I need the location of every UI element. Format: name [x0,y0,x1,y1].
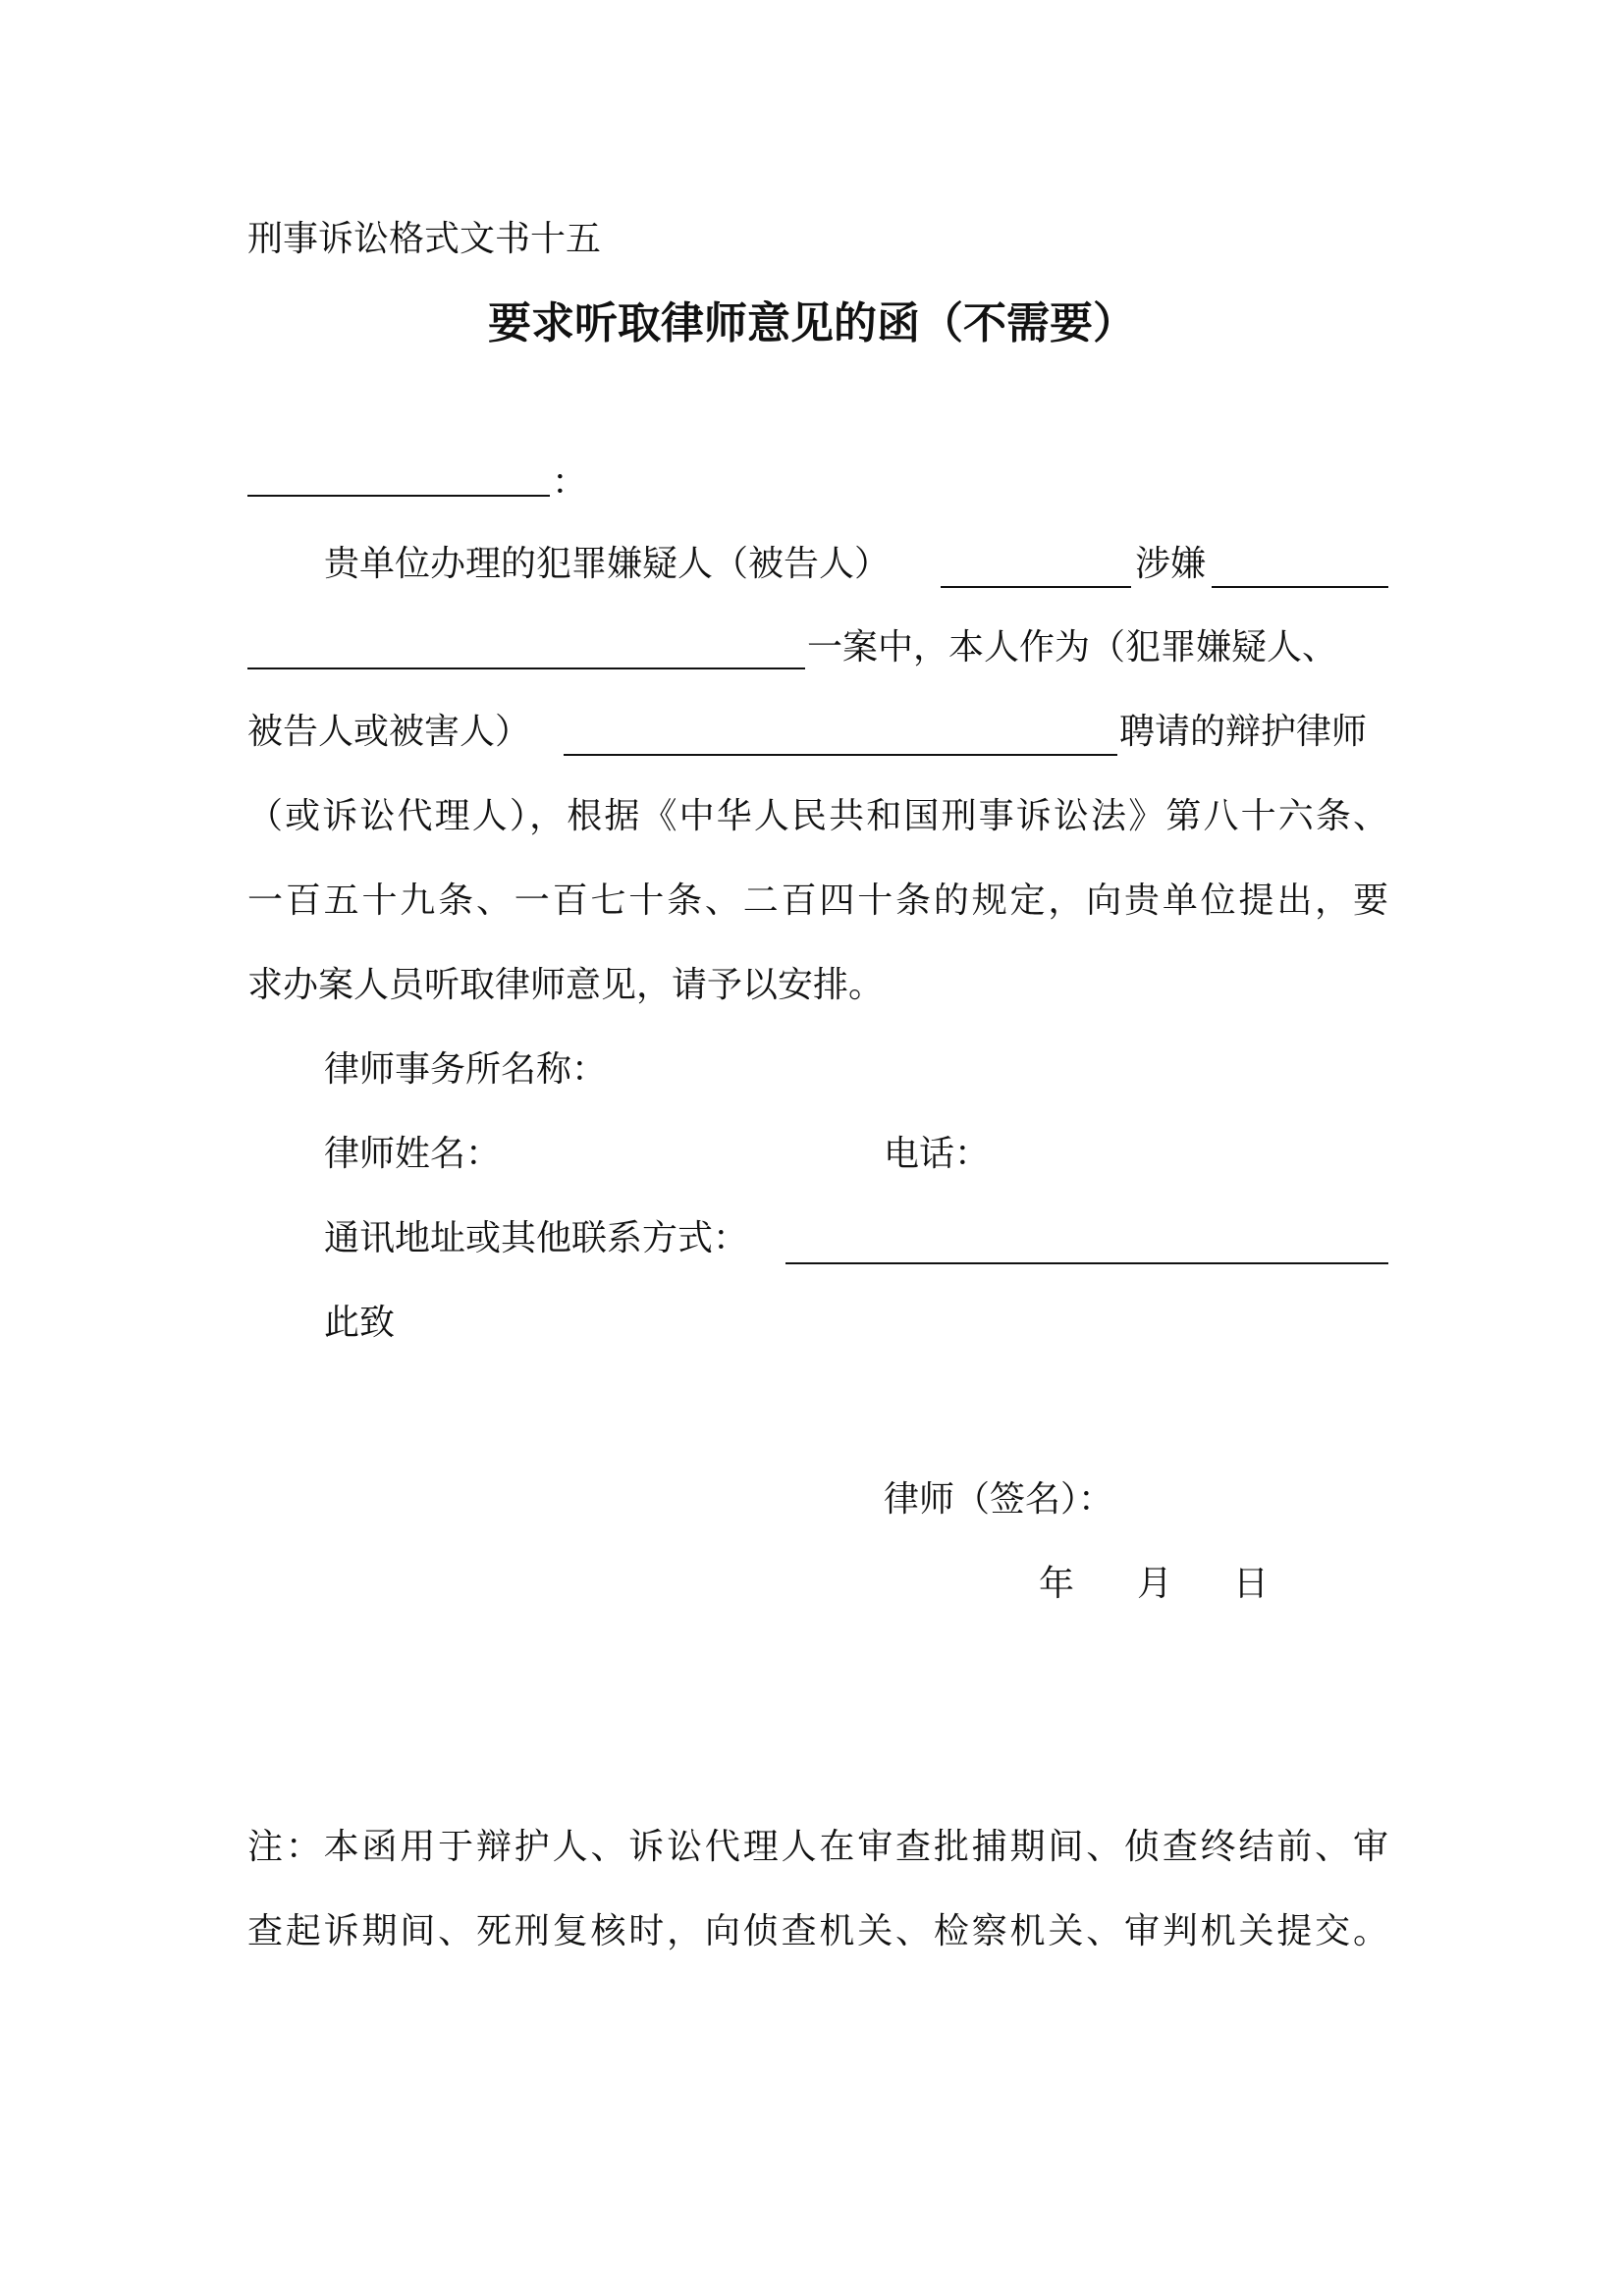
body-line-1-suspected: 涉嫌 [1135,544,1207,584]
body-line-6: 求办案人员听取律师意见，请予以安排。 [247,965,885,1005]
client-name-blank [564,754,1117,756]
note-line-2: 查起诉期间、死刑复核时，向侦查机关、检察机关、审判机关提交。 [247,1911,1388,1951]
date-month: 月 [1137,1564,1173,1604]
charge-blank-start [1212,586,1388,588]
body-line-4: （或诉讼代理人），根据《中华人民共和国刑事诉讼法》第八十六条、 [247,796,1388,836]
address-blank [785,1262,1388,1264]
body-line-5: 一百五十九条、一百七十条、二百四十条的规定，向贵单位提出，要 [247,881,1388,921]
salutation: 此致 [324,1303,396,1343]
body-line-3-text: 被告人或被害人） [247,712,531,752]
body-line-3-retained: 聘请的辩护律师 [1119,712,1368,752]
note-line-1: 注：本函用于辩护人、诉讼代理人在审查批捕期间、侦查终结前、审 [247,1827,1388,1867]
law-firm-label: 律师事务所名称： [324,1049,608,1090]
lawyer-name-label: 律师姓名： [324,1134,502,1174]
suspect-name-blank [941,586,1131,588]
document-title: 要求听取律师意见的函（不需要） [488,298,1136,348]
date-year: 年 [1039,1564,1075,1604]
body-line-1-text: 贵单位办理的犯罪嫌疑人（被告人） [324,544,891,584]
address-label: 通讯地址或其他联系方式： [324,1218,749,1258]
document-series-label: 刑事诉讼格式文书十五 [247,219,602,259]
charge-blank-end [247,667,805,669]
phone-label: 电话： [884,1134,991,1174]
date-day: 日 [1233,1564,1270,1604]
addressee-blank [247,495,550,497]
signature-label: 律师（签名）： [884,1479,1114,1520]
addressee-colon: ： [552,462,588,503]
body-line-2-text: 一案中，本人作为（犯罪嫌疑人、 [807,627,1338,667]
